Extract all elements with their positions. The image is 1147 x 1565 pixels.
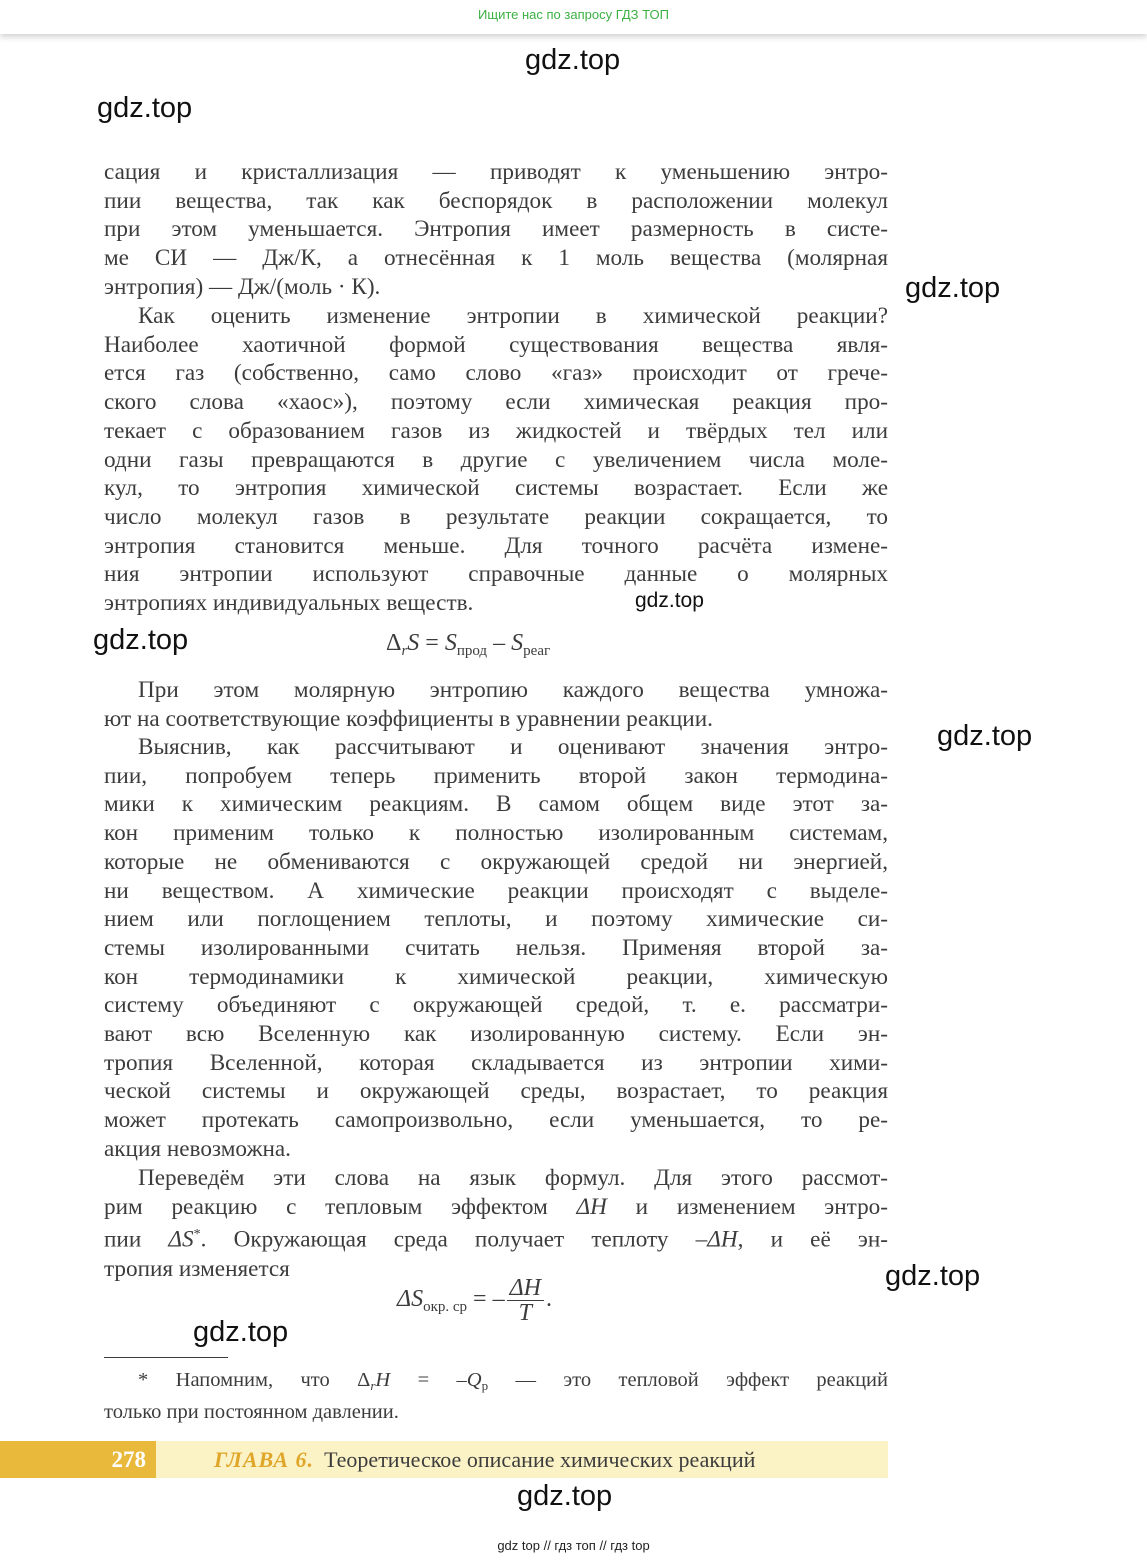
text-line: ни веществом. А химические реакции происходят с выделе-: [104, 877, 888, 904]
text-segment: . Окружающая среда получает теплоту –: [200, 1227, 708, 1254]
formula-operator: = –: [467, 1286, 505, 1313]
text-line: сация и кристаллизация — приводят к уменьшению энтро-: [104, 159, 888, 185]
paragraph-5: [104, 1164, 888, 1284]
fraction-numerator: ΔH: [507, 1276, 544, 1301]
link-separator: //: [539, 1538, 555, 1553]
formula-subscript: реаг: [523, 643, 551, 659]
formula-symbol: ΔS: [168, 1227, 194, 1254]
text-line: одни газы превращаются в другие с увеличением числа моле-: [104, 446, 888, 473]
watermark: gdz.top: [525, 44, 621, 76]
formula-operator: .: [546, 1286, 553, 1313]
text-line: систему объединяют с окружающей средой, т. е. рассматри-: [104, 992, 888, 1019]
top-banner: [0, 0, 1147, 34]
formula-operator: =: [419, 630, 445, 656]
chapter-title: Теоретическое описание химических реакций: [324, 1446, 756, 1472]
link-separator: //: [595, 1538, 611, 1553]
text-line: пии вещества, так как беспорядок в расположении молекул: [104, 187, 888, 214]
formula-symbol: S: [407, 630, 420, 656]
formula-symbol: ΔH: [576, 1193, 607, 1220]
page-footer: [0, 1441, 888, 1478]
bottom-link[interactable]: гдз топ: [554, 1538, 596, 1553]
formula-symbol: H: [375, 1369, 391, 1391]
formula-subscript: окр. ср: [423, 1299, 468, 1316]
text-line: энтропия) — Дж/(моль · К).: [104, 273, 381, 300]
formula-operator: = –: [390, 1369, 467, 1391]
formula-subscript: r: [401, 643, 408, 659]
text-line: нием или поглощением теплоты, и поэтому химические си-: [104, 906, 888, 933]
bottom-link[interactable]: gdz top: [497, 1538, 540, 1553]
text-line: текает с образованием газов из жидкостей и твёрдых тел или: [104, 417, 888, 444]
text-segment: * Напомним, что: [138, 1369, 358, 1391]
text-line: стемы изолированными считать нельзя. Применяя второй за-: [104, 934, 888, 961]
text-line: при этом уменьшается. Энтропия имеет размерность в систе-: [104, 216, 888, 243]
watermark: gdz.top: [635, 589, 704, 612]
text-line: Как оценить изменение энтропии в химической реакции?: [138, 303, 888, 329]
paragraph-3: [104, 676, 888, 733]
formula-symbol: S: [511, 630, 524, 656]
footnote: [104, 1367, 888, 1426]
text-line: Переведём эти слова на язык формул. Для этого рассмот-: [138, 1165, 888, 1191]
text-line: акция невозможна.: [104, 1135, 291, 1162]
footnote-line: только при постоянном давлении.: [104, 1401, 399, 1423]
watermark: gdz.top: [937, 720, 1033, 752]
text-line: которые не обмениваются с окружающей средой ни энергией,: [104, 848, 888, 875]
text-line: тропия изменяется: [104, 1255, 290, 1282]
paragraph-4: [104, 733, 888, 1164]
text-line: [104, 1221, 888, 1254]
chapter-strip: [156, 1441, 888, 1478]
formula-symbol: Q: [466, 1369, 482, 1391]
formula-symbol: ΔH: [707, 1227, 738, 1254]
text-line: Наиболее хаотичной формой существования вещества явля-: [104, 331, 888, 358]
text-line: вают всю Вселенную как изолированную систему. Если эн-: [104, 1021, 888, 1048]
footnote-marker: *: [193, 1227, 201, 1243]
page-number: 278: [0, 1441, 156, 1478]
watermark: gdz.top: [93, 624, 189, 656]
text-segment: рим реакцию с тепловым эффектом: [104, 1193, 577, 1220]
text-segment: и изменением энтро-: [606, 1193, 888, 1220]
text-line: ского слова «хаос»), поэтому если химическая реакция про-: [104, 389, 888, 416]
text-line: ется газ (собственно, само слово «газ» происходит от грече-: [104, 360, 888, 387]
watermark: gdz.top: [905, 272, 1001, 304]
text-line: может протекать самопроизвольно, если уменьшается, то ре-: [104, 1107, 888, 1134]
banner-text[interactable]: Ищите нас по запросу ГДЗ ТОП: [478, 7, 669, 22]
text-line: кул, то энтропия химической системы возрастает. Если же: [104, 475, 888, 502]
formula-symbol: Δ: [386, 630, 402, 656]
fraction-denominator: T: [518, 1300, 532, 1326]
watermark: gdz.top: [193, 1316, 289, 1348]
footnote-divider: [104, 1357, 228, 1358]
bottom-links: [0, 1538, 1147, 1553]
formula-subscript: r: [370, 1378, 376, 1393]
surroundings-entropy-formula: [397, 1276, 552, 1325]
text-line: [104, 1193, 888, 1222]
chapter-label: ГЛАВА 6.: [214, 1446, 315, 1472]
footnote-line: [104, 1367, 888, 1399]
text-line: энтропия становится меньше. Для точного расчёта измене-: [104, 532, 888, 559]
text-line: При этом молярную энтропию каждого вещества умножа-: [138, 677, 888, 703]
formula-symbol: Δ: [357, 1369, 371, 1391]
text-line: ческой системы и окружающей среды, возрастает, то реакция: [104, 1078, 888, 1105]
text-line: ме СИ — Дж/К, а отнесённая к 1 моль вещества (молярная: [104, 245, 888, 272]
bottom-link[interactable]: гдз top: [610, 1538, 650, 1553]
watermark: gdz.top: [885, 1260, 981, 1292]
paragraph-1: [104, 158, 888, 302]
text-line: ния энтропии используют справочные данные о молярных: [104, 561, 888, 588]
text-line: Выяснив, как рассчитывают и оценивают значения энтро-: [138, 734, 888, 760]
formula-symbol: ΔS: [397, 1286, 424, 1313]
text-line: кон применим только к полностью изолированным системам,: [104, 820, 888, 847]
text-line: мики к химическим реакциям. В самом общем виде этот за-: [104, 791, 888, 818]
text-line: ют на соответствующие коэффициенты в уравнении реакции.: [104, 705, 713, 732]
text-line: число молекул газов в результате реакции сокращается, то: [104, 503, 888, 530]
text-segment: — это тепловой эффект реакций: [488, 1369, 888, 1391]
text-line: тропия Вселенной, которая складывается из энтропии хими-: [104, 1049, 888, 1076]
text-line: пии, попробуем теперь применить второй закон термодина-: [104, 762, 888, 789]
paragraph-2: [104, 302, 888, 618]
text-segment: пии: [104, 1227, 169, 1254]
formula-operator: –: [487, 630, 512, 656]
fraction: [507, 1276, 544, 1325]
entropy-change-formula: [386, 630, 550, 660]
text-line: кон термодинамики к химической реакции, химическую: [104, 963, 888, 990]
formula-subscript: прод: [456, 643, 488, 659]
formula-symbol: S: [444, 630, 457, 656]
text-segment: , и её эн-: [737, 1227, 888, 1254]
watermark: gdz.top: [517, 1480, 613, 1512]
text-line: энтропиях индивидуальных веществ.: [104, 590, 474, 617]
watermark: gdz.top: [97, 92, 193, 124]
formula-subscript: р: [481, 1378, 489, 1393]
